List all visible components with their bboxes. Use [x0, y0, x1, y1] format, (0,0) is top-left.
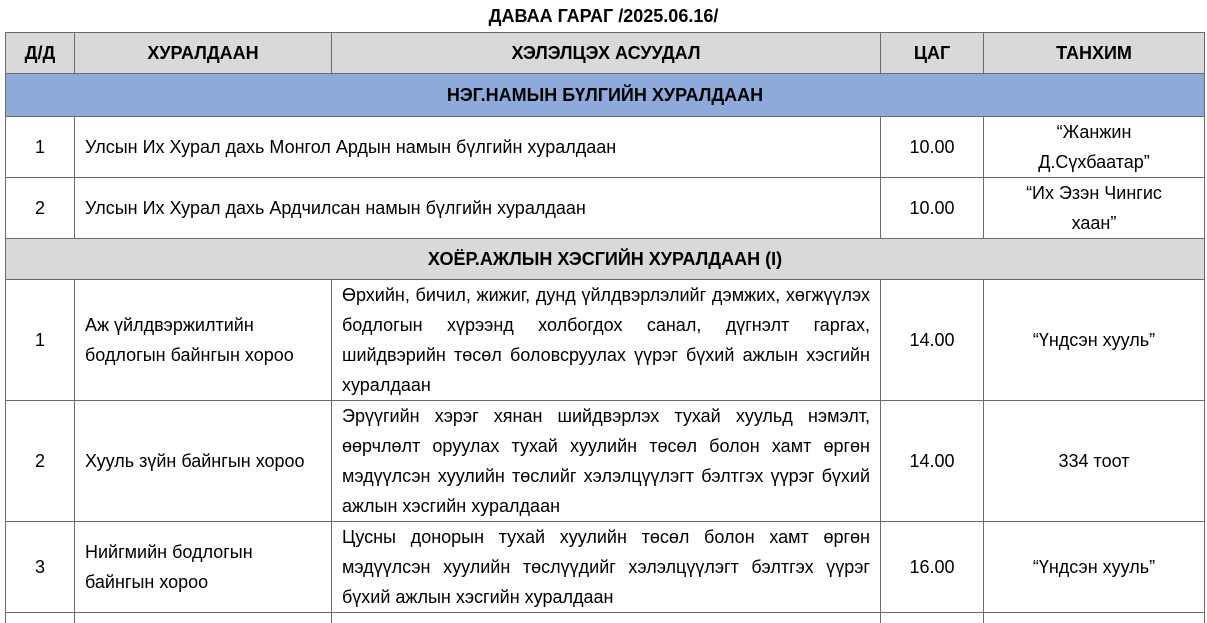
- meeting-hall: [984, 178, 1205, 239]
- header-meeting: ХУРАЛДААН: [75, 33, 332, 74]
- table-row: [6, 117, 1205, 178]
- meeting-topic: Өрхийн, бичил, жижиг, дунд үйлдвэрлэлийг дэмжих, хөгжүүлэх бодлогын хүрээнд холбогдох санал, дүгнэлт гаргах, шийдвэрийн төсөл боловсруулах үүрэг бүхий ажлын хэсгийн хуралдаан: [332, 280, 881, 401]
- table-row: [6, 178, 1205, 239]
- meeting-name: Хууль зүйн байнгын хороо: [75, 401, 332, 522]
- meeting-time: 14.00: [881, 280, 984, 401]
- meeting-hall: 334 тоот: [984, 401, 1205, 522]
- row-number: 2: [6, 401, 75, 522]
- hall-line: “Их Эзэн Чингис: [1026, 183, 1162, 203]
- empty-cell: [75, 613, 332, 623]
- table-row: [6, 401, 1205, 522]
- header-num: Д/Д: [6, 33, 75, 74]
- empty-cell: [881, 613, 984, 623]
- section-title: НЭГ.НАМЫН БҮЛГИЙН ХУРАЛДААН: [6, 74, 1205, 117]
- hall-line: хаан”: [1072, 213, 1117, 233]
- meeting-topic: Цусны донорын тухай хуулийн төсөл болон хамт өргөн мэдүүлсэн хуулийн төслүүдийг хэлэлцүүлэгт бэлтгэх үүрэг бүхий ажлын хэсгийн хуралдаан: [332, 522, 881, 613]
- meeting-time: 14.00: [881, 401, 984, 522]
- hall-line: Д.Сүхбаатар”: [1038, 152, 1150, 172]
- meeting-topic: Эрүүгийн хэрэг хянан шийдвэрлэх тухай хуульд нэмэлт, өөрчлөлт оруулах тухай хуулийн төсөл болон хамт өргөн мэдүүлсэн хуулийн төслийг хэлэлцүүлэгт бэлтгэх үүрэг бүхий ажлын хэсгийн хуралдаан: [332, 401, 881, 522]
- empty-cell: [6, 613, 75, 623]
- row-number: 1: [6, 280, 75, 401]
- row-number: 2: [6, 178, 75, 239]
- meeting-name: Улсын Их Хурал дахь Монгол Ардын намын бүлгийн хуралдаан: [75, 117, 881, 178]
- header-topic: ХЭЛЭЛЦЭХ АСУУДАЛ: [332, 33, 881, 74]
- row-number: 1: [6, 117, 75, 178]
- table-row: [6, 522, 1205, 613]
- meeting-hall: “Үндсэн хууль”: [984, 522, 1205, 613]
- row-number: 3: [6, 522, 75, 613]
- empty-cell: [984, 613, 1205, 623]
- header-time: ЦАГ: [881, 33, 984, 74]
- hall-line: “Жанжин: [1057, 122, 1132, 142]
- meeting-name: Улсын Их Хурал дахь Ардчилсан намын бүлгийн хуралдаан: [75, 178, 881, 239]
- schedule-table: [5, 32, 1205, 623]
- meeting-hall: “Үндсэн хууль”: [984, 280, 1205, 401]
- empty-cell: [332, 613, 881, 623]
- meeting-name: Аж үйлдвэржилтийн бодлогын байнгын хороо: [75, 280, 332, 401]
- table-row-cutoff: [6, 613, 1205, 623]
- meeting-hall: [984, 117, 1205, 178]
- meeting-time: 16.00: [881, 522, 984, 613]
- table-row: [6, 280, 1205, 401]
- section-header: [6, 239, 1205, 280]
- header-hall: ТАНХИМ: [984, 33, 1205, 74]
- meeting-time: 10.00: [881, 178, 984, 239]
- meeting-time: 10.00: [881, 117, 984, 178]
- page-title: ДАВАА ГАРАГ /2025.06.16/: [0, 4, 1207, 28]
- meeting-name: Нийгмийн бодлогын байнгын хороо: [75, 522, 332, 613]
- section-header: [6, 74, 1205, 117]
- header-row: [6, 33, 1205, 74]
- section-title: ХОЁР.АЖЛЫН ХЭСГИЙН ХУРАЛДААН (I): [6, 239, 1205, 280]
